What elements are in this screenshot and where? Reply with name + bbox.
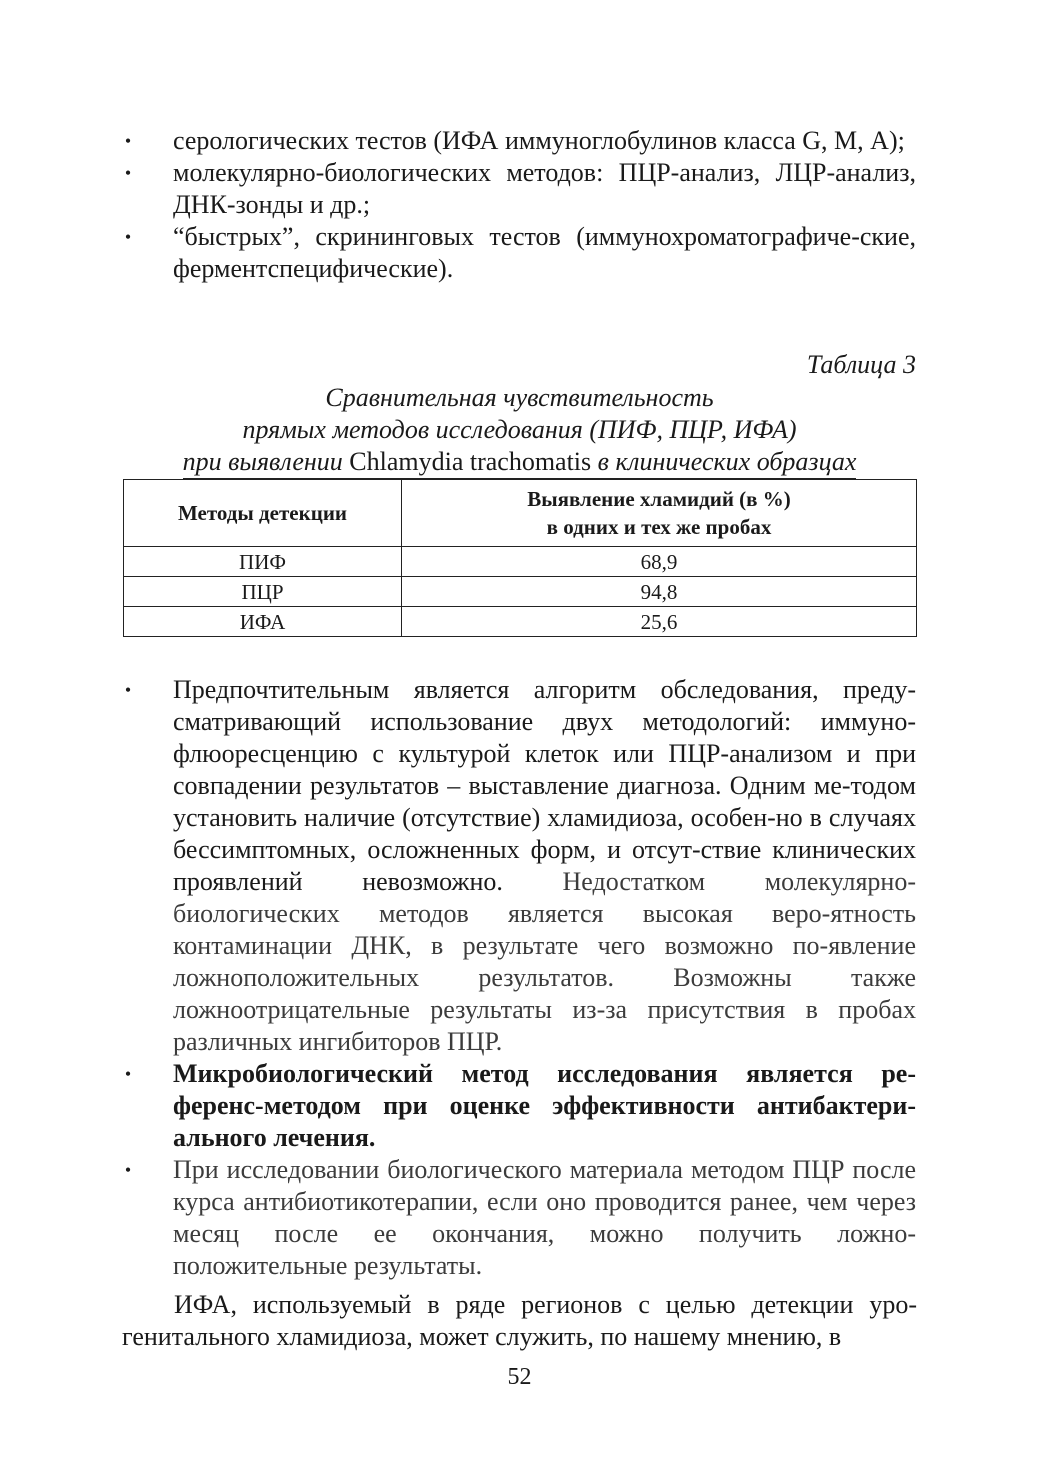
- bullet-icon: •: [124, 680, 132, 700]
- bullet-icon: •: [124, 1160, 132, 1180]
- list-item-text: Микробиологический метод исследования является ре-ференс-методом при оценке эффективности антибактери-ального лечения.: [173, 1059, 916, 1152]
- list-item: [0, 157, 1039, 221]
- bullet-icon: •: [124, 1064, 132, 1084]
- page-number: 52: [507, 1364, 532, 1390]
- header-method: Методы детекции: [124, 480, 402, 547]
- bullet-icon: •: [124, 227, 132, 247]
- sensitivity-table: [123, 479, 917, 637]
- list-item: [0, 1154, 1039, 1282]
- method-list: [0, 125, 1039, 285]
- table-row: [124, 577, 917, 607]
- caption-line: Сравнительная чувствительность: [325, 383, 714, 412]
- cell-method: ПЦР: [124, 577, 402, 607]
- cell-method: ИФА: [124, 607, 402, 637]
- list-item: [0, 674, 1039, 1058]
- table-header-row: [124, 480, 917, 547]
- list-item-text: серологических тестов (ИФА иммуноглобулинов класса G, М, А);: [173, 126, 905, 155]
- table-caption: [122, 382, 917, 479]
- list-item-text: При исследовании биологического материала методом ПЦР после курса антибиотикотерапии, если оно проводится ранее, чем через месяц после ее окончания, можно получить ложно-положительные результаты.: [173, 1155, 916, 1280]
- list-item: [0, 1058, 1039, 1154]
- cell-value: 94,8: [402, 577, 917, 607]
- header-detection: [402, 480, 917, 547]
- header-detection-line: Выявление хламидий (в %): [527, 487, 791, 511]
- cell-value: 25,6: [402, 607, 917, 637]
- list-item-text-continued: Недостатком молекулярно-биологических методов является высокая веро-ятность контаминации ДНК, в результате чего возможно по-явление ложноположительных результатов. Возможны также ложноотрицательные результаты из-за присутствия в пробах различных ингибиторов ПЦР.: [173, 867, 916, 1056]
- table-row: [124, 547, 917, 577]
- list-item-text: “быстрых”, скрининговых тестов (иммунохроматографиче-ские, ферментспецифические).: [173, 222, 916, 283]
- body-paragraph: ИФА, используемый в ряде регионов с целью детекции уро-генитального хламидиоза, может служить, по нашему мнению, в: [122, 1290, 917, 1351]
- list-item-text: молекулярно-биологических методов: ПЦР-анализ, ЛЦР-анализ, ДНК-зонды и др.;: [173, 158, 916, 219]
- table-label: Таблица 3: [806, 350, 916, 379]
- caption-line: при выявлении Chlamydia trachomatis в клинических образцах: [183, 446, 857, 479]
- bullet-icon: •: [124, 163, 132, 183]
- species-name: Chlamydia trachomatis: [349, 447, 592, 476]
- recommendation-list: [0, 674, 1039, 1282]
- list-item: [0, 221, 1039, 285]
- caption-line: прямых методов исследования (ПИФ, ПЦР, ИФА): [242, 415, 797, 444]
- bullet-icon: •: [124, 131, 132, 151]
- list-item: [0, 125, 1039, 157]
- list-item-text: [173, 674, 916, 1058]
- cell-method: ПИФ: [124, 547, 402, 577]
- table-row: [124, 607, 917, 637]
- cell-value: 68,9: [402, 547, 917, 577]
- list-item-text-main: Предпочтительным является алгоритм обследования, преду-сматривающий использование двух методологий: иммуно-флюоресценцию с культурой клеток или ПЦР-анализом и при совпадении результатов – выставление диагноза. Одним ме-тодом установить наличие (отсутствие) хламидиоза, особен-но в случаях бессимптомных, осложненных форм, и отсут-ствие клинических проявлений невозможно.: [173, 675, 916, 896]
- header-detection-line: в одних и тех же пробах: [546, 515, 772, 539]
